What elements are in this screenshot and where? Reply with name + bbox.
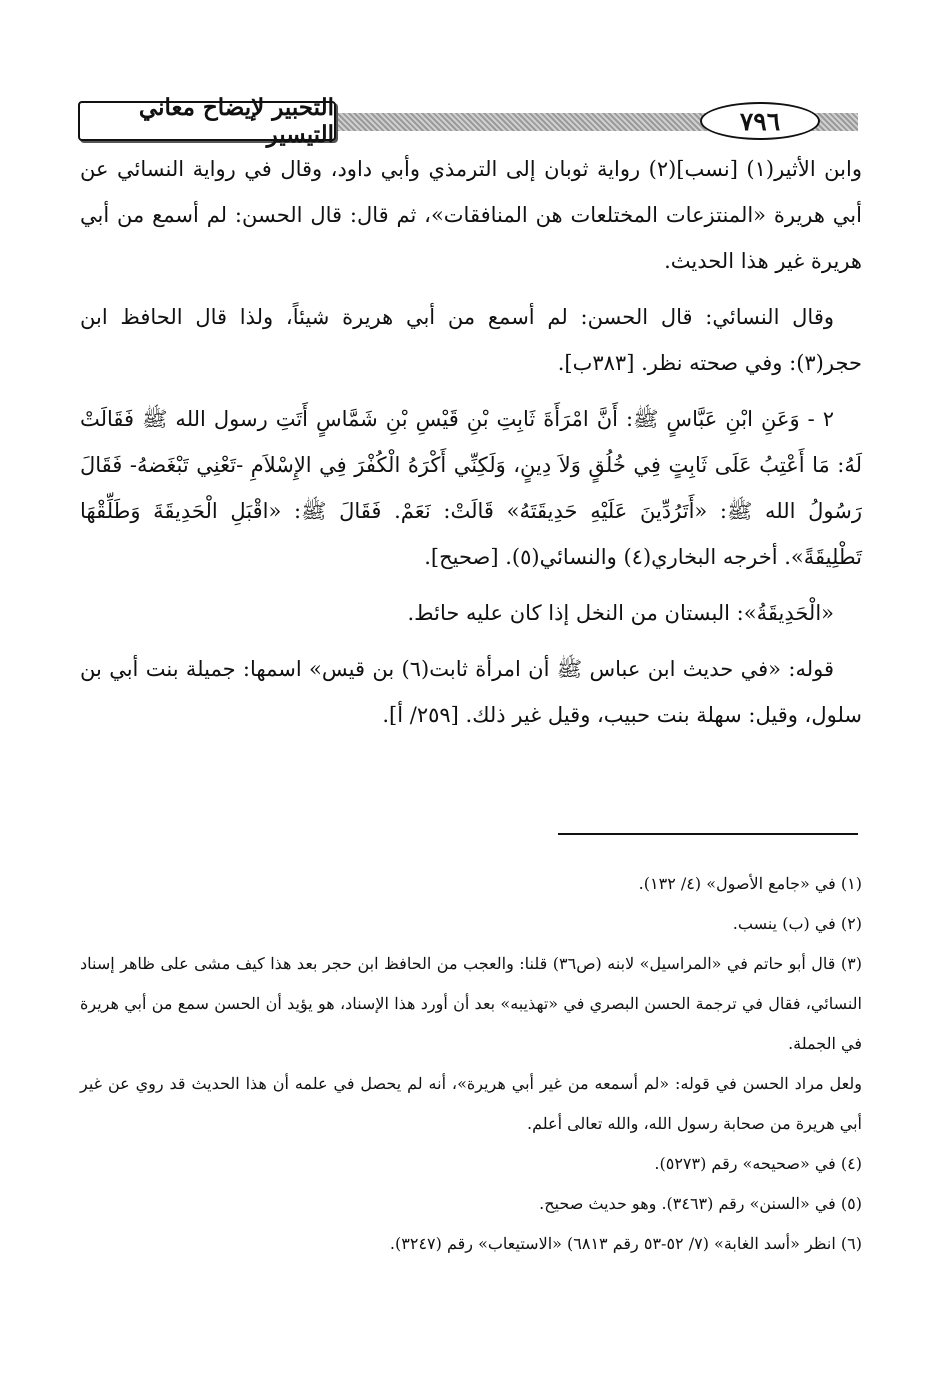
paragraph-2: وقال النسائي: قال الحسن: لم أسمع من أبي هريرة شيئاً، ولذا قال الحافظ ابن حجر(٣): وفي صحته نظر. [٣٨٣ب]. — [80, 305, 862, 375]
book-title: التحبير لإيضاح معاني التيسير — [78, 101, 336, 141]
main-text — [80, 146, 862, 748]
footnote-5: (٥) في «السنن» رقم (٣٤٦٣). وهو حديث صحيح. — [539, 1194, 862, 1213]
paragraph-1: وابن الأثير(١) [نسب](٢) رواية ثوبان إلى الترمذي وأبي داود، وقال في رواية النسائي عن أبي هريرة «المنتزعات المختلعات هن المنافقات»، ثم قال: قال الحسن: لم أسمع من أبي هريرة غير هذا الحديث. — [80, 157, 862, 273]
footnote-6: (٦) انظر «أسد الغابة» (٧/ ٥٢-٥٣ رقم ٦٨١٣) «الاستيعاب» رقم (٣٢٤٧). — [389, 1234, 862, 1253]
footnote-3-continued: ولعل مراد الحسن في قوله: «لم أسمعه من غير أبي هريرة»، أنه لم يحصل في علمه أن هذا الحديث قد روي عن غير أبي هريرة من صحابة رسول الله، والله تعالى أعلم. — [80, 1074, 862, 1133]
commentary-paragraph: قوله: «في حديث ابن عباس ﷺ أن امرأة ثابت(٦) بن قيس» اسمها: جميلة بنت أبي بن سلول، وقيل: سهلة بنت حبيب، وقيل غير ذلك. [٢٥٩/ أ]. — [80, 657, 862, 727]
word-definition: «الْحَدِيقَةُ»: البستان من النخل إذا كان عليه حائط. — [407, 601, 834, 625]
hadith-paragraph: ٢ - وَعَنِ ابْنِ عَبَّاسٍ ﷺ: أَنَّ امْرَأَةَ ثَابِتِ بْنِ قَيْسِ بْنِ شَمَّاسٍ أَتَتِ رسول الله ﷺ فَقَالَتْ لَهُ: مَا أَعْتِبُ عَلَى ثَابِتٍ فِي خُلُقٍ وَلاَ دِينٍ، وَلَكِنِّي أَكْرَهُ الْكُفْرَ فِي الإِسْلاَمِ -تَعْنِي تَبْغَضهُ- فَقَالَ رَسُولُ الله ﷺ: «أَتَرُدِّينَ عَلَيْهِ حَدِيقَتَهُ» قَالَتْ: نَعَمْ. فَقَالَ ﷺ: «اقْبَلِ الْحَدِيقَةَ وَطَلِّقْهَا تَطْلِيقَةً». أخرجه البخاري(٤) والنسائي(٥). [صحيح]. — [80, 407, 862, 569]
page-header — [78, 94, 868, 148]
footnote-4: (٤) في «صحيحه» رقم (٥٢٧٣). — [654, 1154, 862, 1173]
footnote-1: (١) في «جامع الأصول» (٤/ ١٣٢). — [638, 874, 862, 893]
footnote-3: (٣) قال أبو حاتم في «المراسيل» لابنه (ص٣٦) قلنا: والعجب من الحافظ ابن حجر بعد هذا كيف مشى على ظاهر إسناد النسائي، فقال في ترجمة الحسن البصري في «تهذيبه» بعد أن أورد هذا الإسناد، هو يؤيد أن الحسن سمع من أبي هريرة في الجملة. — [80, 954, 862, 1053]
footnotes — [80, 864, 862, 1264]
footnote-2: (٢) في (ب) ينسب. — [732, 914, 862, 933]
footnote-separator — [558, 833, 858, 835]
page-number: ٧٩٦ — [700, 102, 820, 140]
